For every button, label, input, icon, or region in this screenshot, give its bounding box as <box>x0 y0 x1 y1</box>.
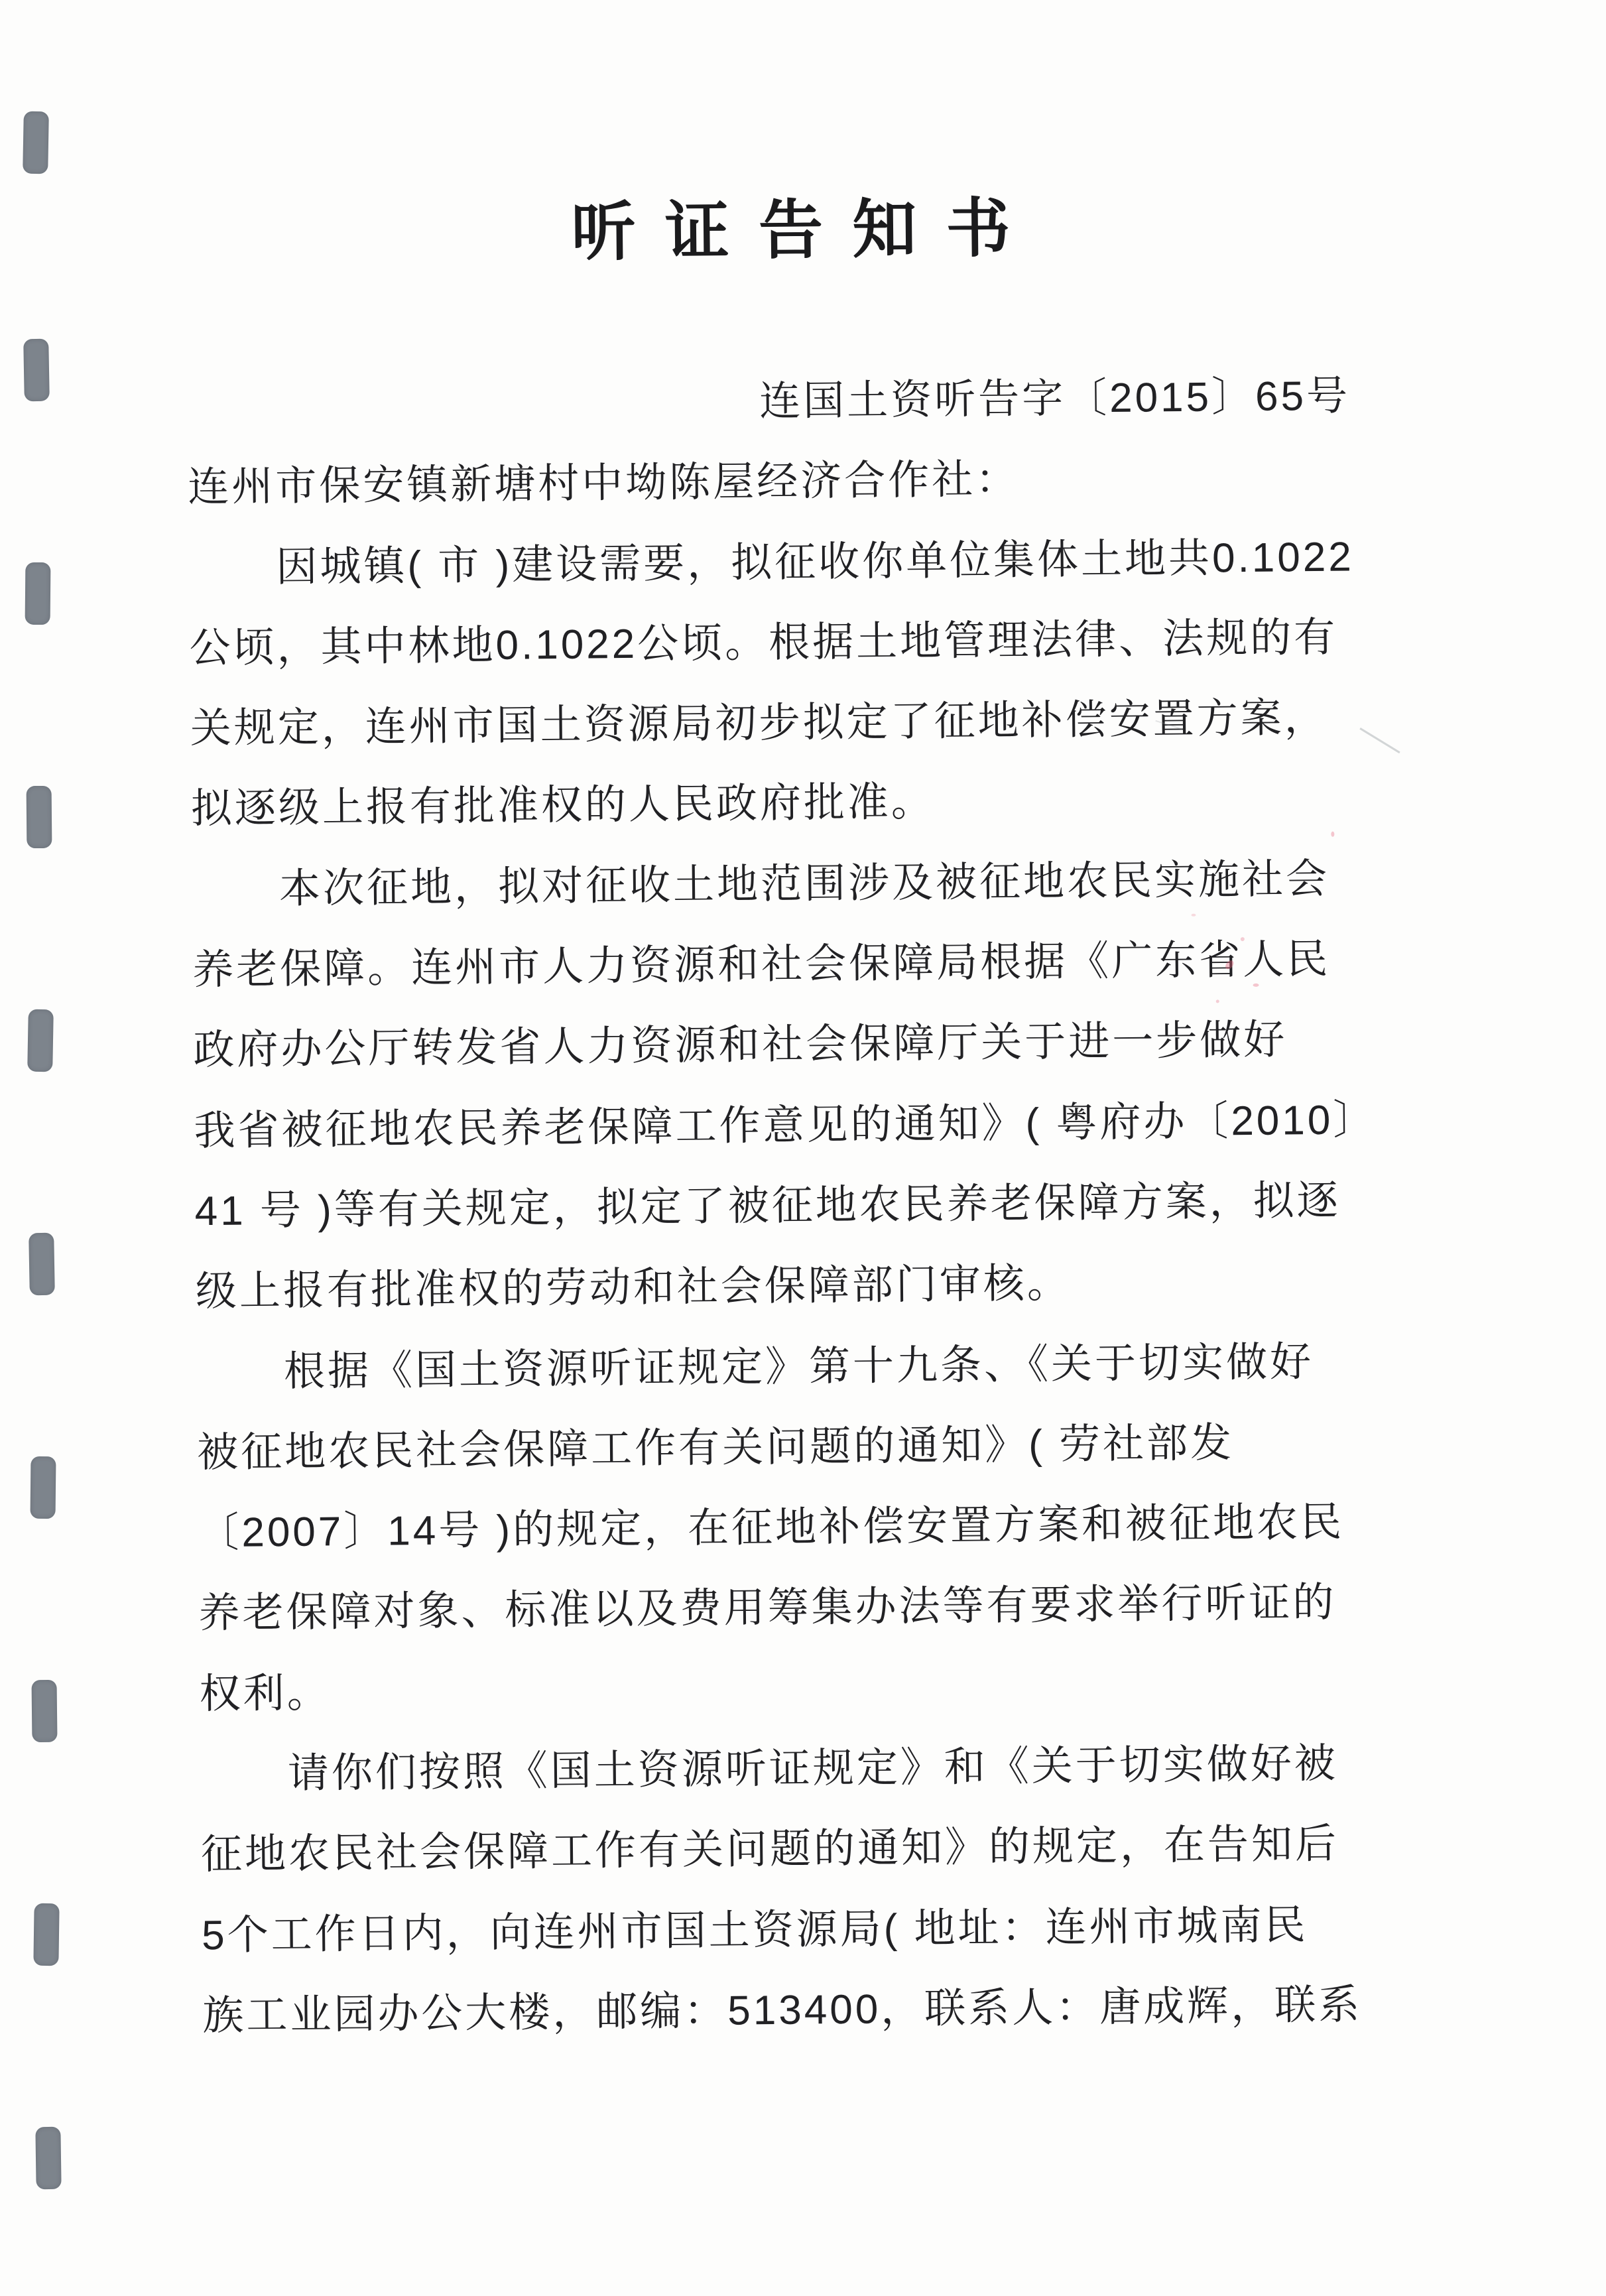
red-ink-speck <box>1216 999 1219 1003</box>
body-line: 被征地农民社会保障工作有关问题的通知》( 劳社部发 <box>196 1420 1235 1476</box>
body-line: 根据《国土资源听证规定》第十九条、《关于切实做好 <box>283 1338 1314 1395</box>
body-line: 养老保障对象、标准以及费用筹集办法等有要求举行听证的 <box>198 1580 1337 1637</box>
document-number: 连国土资听告字〔2015〕65号 <box>759 373 1351 425</box>
body-line: 级上报有批准权的劳动和社会保障部门审核。 <box>195 1260 1072 1315</box>
body-line: 养老保障。连州市人力资源和社会保障局根据《广东省人民 <box>192 936 1331 993</box>
body-line: 族工业园办公大楼，邮编：513400，联系人：唐成辉，联系 <box>202 1982 1363 2039</box>
red-ink-speck <box>1331 832 1334 837</box>
red-ink-speck <box>1241 937 1245 941</box>
document-body <box>187 355 1377 2056</box>
body-line: 〔2007〕14号 )的规定，在征地补偿安置方案和被征地农民 <box>198 1499 1345 1557</box>
body-line: 拟逐级上报有批准权的人民政府批准。 <box>190 779 936 832</box>
body-line: 请你们按照《国土资源听证规定》和《关于切实做好被 <box>287 1740 1339 1797</box>
body-line: 本次征地，拟对征收土地范围涉及被征地农民实施社会 <box>278 856 1330 912</box>
body-line: 权利。 <box>199 1670 332 1717</box>
body-line: 因城镇( 市 )建设需要，拟征收你单位集体土地共0.1022 <box>276 534 1355 590</box>
body-line: 5个工作日内，向连州市国土资源局( 地址：连州市城南民 <box>201 1901 1308 1958</box>
body-line: 41 号 )等有关规定，拟定了被征地农民养老保障方案，拟逐 <box>194 1177 1341 1235</box>
body-line: 关规定，连州市国土资源局初步拟定了征地补偿安置方案， <box>190 695 1329 752</box>
addressee-line: 连州市保安镇新塘村中坳陈屋经济合作社： <box>187 456 1020 511</box>
body-line: 我省被征地农民养老保障工作意见的通知》( 粤府办〔2010〕 <box>194 1096 1377 1154</box>
scan-crease <box>1359 728 1400 753</box>
red-ink-speck <box>1191 914 1196 917</box>
document-title: 听 证 告 知 书 <box>571 193 1018 269</box>
body-line: 政府办公厅转发省人力资源和社会保障厅关于进一步做好 <box>193 1017 1288 1074</box>
body-line: 公顷，其中林地0.1022公顷。根据土地管理法律、法规的有 <box>189 614 1338 672</box>
body-line: 征地农民社会保障工作有关问题的通知》的规定，在告知后 <box>200 1821 1339 1878</box>
red-ink-speck <box>1253 984 1259 987</box>
